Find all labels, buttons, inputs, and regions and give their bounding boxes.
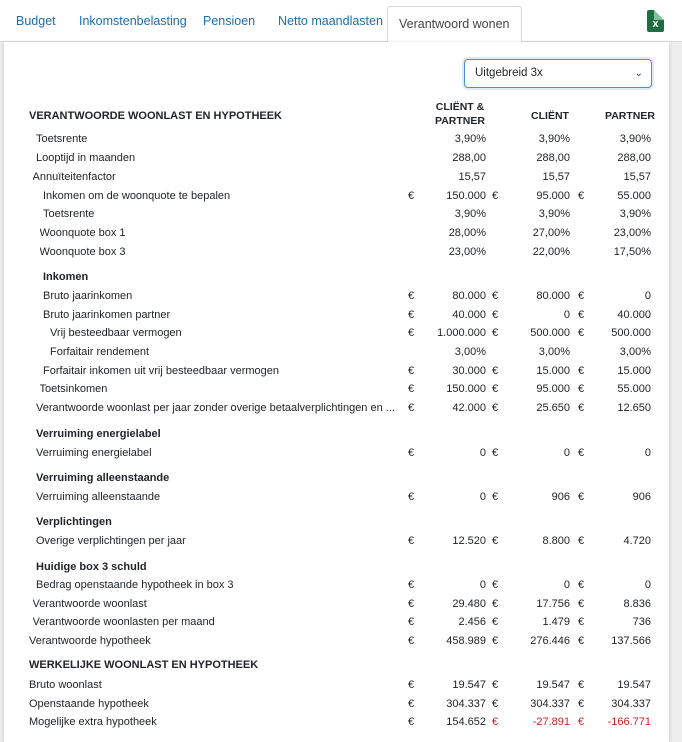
table-row: [0, 380, 682, 399]
row-label: Verantwoorde hypotheek: [29, 635, 151, 647]
table-row: [0, 532, 682, 551]
currency-symbol: €: [408, 716, 415, 728]
currency-symbol: €: [578, 309, 585, 321]
table-row: [0, 205, 682, 224]
tab-inkomstenbelasting[interactable]: Inkomstenbelasting: [79, 14, 187, 28]
currency-symbol: €: [492, 447, 499, 459]
table-row: [0, 613, 682, 632]
currency-symbol: €: [492, 290, 499, 302]
currency-symbol: €: [578, 447, 585, 459]
value-cell: 0: [479, 447, 486, 459]
row-label: Bedrag openstaande hypotheek in box 3: [36, 579, 234, 591]
row-label: Inkomen: [43, 271, 89, 283]
table-row: [0, 399, 682, 418]
currency-symbol: €: [408, 616, 415, 628]
row-label: Toetsrente: [36, 133, 88, 145]
value-cell: 28,00%: [448, 227, 486, 239]
currency-symbol: €: [578, 616, 585, 628]
value-cell: 19.547: [617, 679, 651, 691]
value-cell: 8.836: [623, 598, 651, 610]
value-cell: 25.650: [536, 402, 570, 414]
value-cell: 1.000.000: [437, 327, 486, 339]
value-cell: 80.000: [452, 290, 486, 302]
value-cell: 0: [644, 447, 651, 459]
row-label: Toetsrente: [43, 208, 95, 220]
row-label: Openstaande hypotheek: [29, 698, 149, 710]
table-row: [0, 243, 682, 262]
row-label: Looptijd in maanden: [36, 152, 136, 164]
value-cell: 500.000: [611, 327, 651, 339]
row-label: Bruto jaarinkomen: [43, 290, 133, 302]
table-row: [0, 324, 682, 343]
view-mode-value: Uitgebreid 3x: [475, 67, 543, 79]
column-header-line1: CLIËNT &: [435, 101, 485, 113]
chevron-down-icon: ⌄: [634, 68, 643, 79]
value-cell: 154.652: [446, 716, 486, 728]
column-header-line2: PARTNER: [435, 115, 485, 127]
currency-symbol: €: [578, 402, 585, 414]
currency-symbol: €: [578, 290, 585, 302]
value-cell: 500.000: [530, 327, 570, 339]
currency-symbol: €: [408, 579, 415, 591]
value-cell: 15.000: [617, 365, 651, 377]
currency-symbol: €: [408, 635, 415, 647]
value-cell: 29.480: [452, 598, 486, 610]
value-cell: 288,00: [536, 152, 570, 164]
group-header-row: [0, 425, 682, 444]
currency-symbol: €: [492, 491, 499, 503]
value-cell: 3,00%: [454, 346, 486, 358]
value-cell: 19.547: [536, 679, 570, 691]
currency-symbol: €: [408, 402, 415, 414]
row-label: Verruiming energielabel: [36, 428, 161, 440]
column-header-partner: PARTNER: [605, 110, 655, 122]
table-row: [0, 444, 682, 463]
value-cell: 0: [644, 579, 651, 591]
row-label: Verplichtingen: [36, 516, 112, 528]
table-row: [0, 287, 682, 306]
currency-symbol: €: [492, 327, 499, 339]
currency-symbol: €: [492, 716, 499, 728]
row-label: Verruiming alleenstaande: [36, 491, 161, 503]
value-cell: 150.000: [446, 383, 486, 395]
group-header-row: [0, 558, 682, 577]
currency-symbol: €: [408, 535, 415, 547]
currency-symbol: €: [578, 190, 585, 202]
value-cell: 17.756: [536, 598, 570, 610]
value-cell: 30.000: [452, 365, 486, 377]
column-header-client: CLIËNT: [531, 110, 569, 122]
row-label: VERANTWOORDE WOONLAST EN HYPOTHEEK: [29, 110, 283, 122]
currency-symbol: €: [492, 190, 499, 202]
currency-symbol: €: [408, 327, 415, 339]
value-cell: 3,90%: [454, 133, 486, 145]
row-label: Forfaitair inkomen uit vrij besteedbaar vermogen: [43, 365, 280, 377]
value-cell: 40.000: [617, 309, 651, 321]
currency-symbol: €: [578, 679, 585, 691]
value-cell: 0: [563, 579, 570, 591]
value-cell: 150.000: [446, 190, 486, 202]
tab-bar: [0, 0, 682, 42]
currency-symbol: €: [492, 698, 499, 710]
value-cell: 3,00%: [619, 346, 651, 358]
value-cell: -27.891: [532, 716, 570, 728]
currency-symbol: €: [408, 598, 415, 610]
value-cell: 458.989: [446, 635, 486, 647]
group-header-row: [0, 513, 682, 532]
value-cell: 95.000: [536, 190, 570, 202]
currency-symbol: €: [578, 716, 585, 728]
value-cell: 55.000: [617, 383, 651, 395]
value-cell: 23,00%: [613, 227, 651, 239]
tab-budget[interactable]: Budget: [16, 14, 56, 28]
value-cell: 3,00%: [538, 346, 570, 358]
value-cell: 288,00: [452, 152, 486, 164]
value-cell: 55.000: [617, 190, 651, 202]
value-cell: 906: [632, 491, 651, 503]
table-row: [0, 343, 682, 362]
currency-symbol: €: [492, 635, 499, 647]
currency-symbol: €: [578, 491, 585, 503]
value-cell: 2.456: [458, 616, 486, 628]
row-label: Vrij besteedbaar vermogen: [50, 327, 182, 339]
tab-pensioen[interactable]: Pensioen: [203, 14, 256, 28]
currency-symbol: €: [408, 383, 415, 395]
value-cell: 3,90%: [538, 133, 570, 145]
value-cell: 3,90%: [619, 133, 651, 145]
table-row: [0, 632, 682, 651]
table-row: [0, 306, 682, 325]
value-cell: 3,90%: [454, 208, 486, 220]
currency-symbol: €: [408, 679, 415, 691]
currency-symbol: €: [492, 309, 499, 321]
currency-symbol: €: [578, 579, 585, 591]
currency-symbol: €: [492, 598, 499, 610]
value-cell: 304.337: [530, 698, 570, 710]
row-label: Annuïteitenfactor: [32, 171, 116, 183]
row-label: Inkomen om de woonquote te bepalen: [43, 190, 231, 202]
excel-export-icon[interactable]: [647, 10, 664, 32]
table-row: [0, 187, 682, 206]
currency-symbol: €: [408, 491, 415, 503]
currency-symbol: €: [492, 616, 499, 628]
row-label: Verantwoorde woonlast per jaar zonder overige betaalverplichtingen en ...: [36, 402, 395, 414]
currency-symbol: €: [408, 290, 415, 302]
table-row: [0, 362, 682, 381]
value-cell: 27,00%: [532, 227, 570, 239]
currency-symbol: €: [408, 447, 415, 459]
row-label: Toetsinkomen: [39, 383, 108, 395]
value-cell: 0: [563, 309, 570, 321]
value-cell: 95.000: [536, 383, 570, 395]
value-cell: 19.547: [452, 679, 486, 691]
row-label: Bruto jaarinkomen partner: [43, 309, 171, 321]
currency-symbol: €: [578, 635, 585, 647]
row-label: Forfaitair rendement: [50, 346, 150, 358]
section-header-row: [0, 656, 682, 675]
value-cell: 42.000: [452, 402, 486, 414]
value-cell: 304.337: [611, 698, 651, 710]
currency-symbol: €: [578, 535, 585, 547]
row-label: Woonquote box 3: [39, 246, 126, 258]
table-row: [0, 168, 682, 187]
currency-symbol: €: [578, 598, 585, 610]
currency-symbol: €: [578, 383, 585, 395]
table-row: [0, 130, 682, 149]
group-header-row: [0, 469, 682, 488]
table-row: [0, 576, 682, 595]
value-cell: 0: [644, 290, 651, 302]
table-row: [0, 149, 682, 168]
value-cell: 8.800: [542, 535, 570, 547]
value-cell: 137.566: [611, 635, 651, 647]
table-row: [0, 676, 682, 695]
tab-verantwoord-wonen[interactable]: Verantwoord wonen: [387, 6, 522, 44]
row-label: Huidige box 3 schuld: [36, 561, 147, 573]
row-label: Woonquote box 1: [39, 227, 126, 239]
currency-symbol: €: [492, 383, 499, 395]
excel-letter: x: [652, 18, 659, 30]
currency-symbol: €: [492, 365, 499, 377]
row-label: Bruto woonlast: [29, 679, 102, 691]
value-cell: 12.520: [452, 535, 486, 547]
currency-symbol: €: [492, 535, 499, 547]
value-cell: 15,57: [458, 171, 486, 183]
value-cell: 15,57: [542, 171, 570, 183]
table-row: [0, 488, 682, 507]
section-header-row: [0, 107, 682, 126]
value-cell: 0: [479, 579, 486, 591]
value-cell: 304.337: [446, 698, 486, 710]
currency-symbol: €: [578, 698, 585, 710]
value-cell: 1.479: [542, 616, 570, 628]
value-cell: 22,00%: [532, 246, 570, 258]
currency-symbol: €: [492, 402, 499, 414]
currency-symbol: €: [408, 190, 415, 202]
currency-symbol: €: [578, 365, 585, 377]
value-cell: 0: [563, 447, 570, 459]
value-cell: 40.000: [452, 309, 486, 321]
value-cell: 906: [551, 491, 570, 503]
value-cell: 3,90%: [619, 208, 651, 220]
row-label: Verruiming alleenstaande: [36, 472, 170, 484]
table-row: [0, 224, 682, 243]
row-label: Overige verplichtingen per jaar: [36, 535, 186, 547]
value-cell: 17,50%: [613, 246, 651, 258]
currency-symbol: €: [492, 679, 499, 691]
value-cell: 80.000: [536, 290, 570, 302]
currency-symbol: €: [408, 309, 415, 321]
value-cell: 23,00%: [448, 246, 486, 258]
table-row: [0, 695, 682, 714]
value-cell: 15,57: [623, 171, 651, 183]
value-cell: 0: [479, 491, 486, 503]
row-label: Verruiming energielabel: [36, 447, 152, 459]
currency-symbol: €: [492, 579, 499, 591]
row-label: Verantwoorde woonlasten per maand: [32, 616, 215, 628]
row-label: Mogelijke extra hypotheek: [29, 716, 157, 728]
group-header-row: [0, 268, 682, 287]
value-cell: 4.720: [623, 535, 651, 547]
view-mode-select[interactable]: [464, 59, 652, 88]
value-cell: 736: [632, 616, 651, 628]
currency-symbol: €: [578, 327, 585, 339]
tab-netto-maandlasten[interactable]: Netto maandlasten: [278, 14, 383, 28]
value-cell: 15.000: [536, 365, 570, 377]
value-cell: -166.771: [607, 716, 651, 728]
row-label: Verantwoorde woonlast: [32, 598, 147, 610]
value-cell: 12.650: [617, 402, 651, 414]
table-row: [0, 713, 682, 732]
currency-symbol: €: [408, 698, 415, 710]
value-cell: 3,90%: [538, 208, 570, 220]
currency-symbol: €: [408, 365, 415, 377]
row-label: WERKELIJKE WOONLAST EN HYPOTHEEK: [29, 659, 259, 671]
value-cell: 276.446: [530, 635, 570, 647]
table-row: [0, 595, 682, 614]
value-cell: 288,00: [617, 152, 651, 164]
